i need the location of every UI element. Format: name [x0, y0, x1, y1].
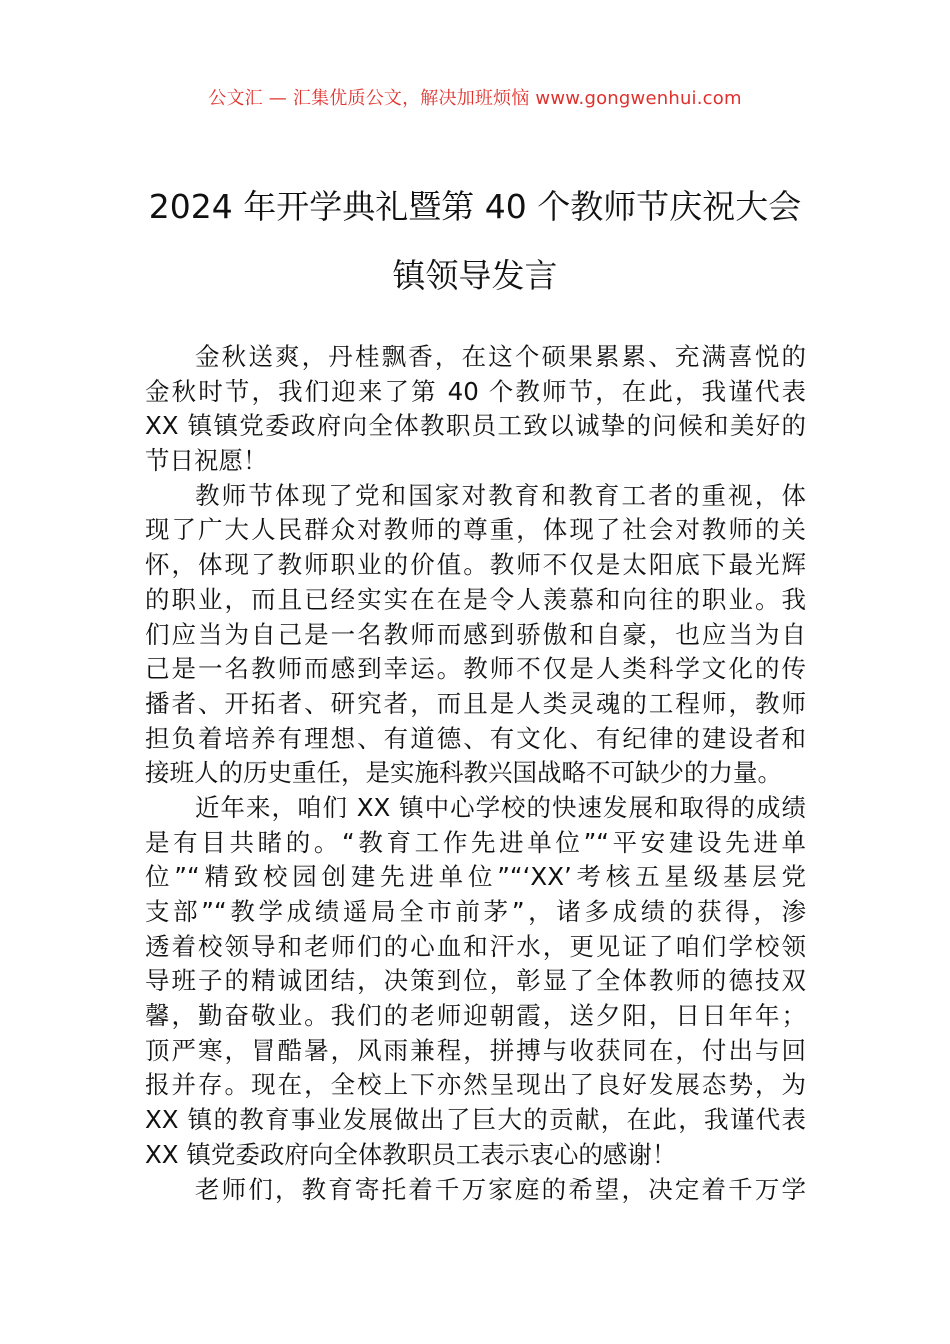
text-line: 支部”“教学成绩遥局全市前茅”，诸多成绩的获得，渗: [145, 897, 806, 926]
text-line: 怀，体现了教师职业的价值。教师不仅是太阳底下最光辉: [145, 550, 806, 580]
document-subtitle: 镇领导发言: [392, 256, 558, 295]
text-line: 馨，勤奋敬业。我们的老师迎朝霞，送夕阳，日日年年；: [145, 1001, 806, 1031]
text-line: 报并存。现在，全校上下亦然呈现出了良好发展态势，为: [145, 1070, 806, 1100]
text-line: 己是一名教师而感到幸运。教师不仅是人类科学文化的传: [145, 654, 806, 684]
paragraph: [145, 791, 806, 1173]
document-body: [145, 340, 806, 1207]
text-line: 的职业，而且已经实实在在是令人羡慕和向往的职业。我: [145, 584, 806, 614]
paragraph: [145, 340, 806, 479]
text-line: 顶严寒，冒酷暑，风雨兼程，拼搏与收获同在，付出与回: [145, 1035, 806, 1065]
text-line: 是有目共睹的。“教育工作先进单位”“平安建设先进单: [145, 827, 806, 857]
text-line: 金秋时节，我们迎来了第 40 个教师节，在此，我谨代表: [145, 376, 806, 406]
text-line: 金秋送爽，丹桂飘香，在这个硕果累累、充满喜悦的: [195, 342, 806, 371]
text-line: 位”“精致校园创建先进单位”“‘XX’考核五星级基层党: [145, 862, 806, 892]
text-line: 老师们，教育寄托着千万家庭的希望，决定着千万学: [195, 1174, 806, 1204]
text-line: 导班子的精诚团结，决策到位，彰显了全体教师的德技双: [145, 966, 806, 996]
text-line: 们应当为自己是一名教师而感到骄傲和自豪，也应当为自: [145, 619, 806, 649]
paragraph: [145, 479, 806, 791]
paragraph: [145, 1173, 806, 1208]
text-line: 播者、开拓者、研究者，而且是人类灵魂的工程师，教师: [145, 688, 806, 718]
text-line: 节日祝愿！: [145, 446, 268, 476]
text-line: 接班人的历史重任，是实施科教兴国战略不可缺少的力量。: [145, 758, 782, 788]
header-banner: 公文汇 — 汇集优质公文，解决加班烦恼 www.gongwenhui.com: [208, 88, 742, 109]
text-line: 现了广大人民群众对教师的尊重，体现了社会对教师的关: [145, 515, 806, 545]
document-title: 2024 年开学典礼暨第 40 个教师节庆祝大会: [148, 187, 802, 226]
text-line: XX 镇党委政府向全体教职员工表示衷心的感谢！: [145, 1139, 677, 1169]
text-line: 近年来，咱们 XX 镇中心学校的快速发展和取得的成绩: [195, 792, 806, 822]
text-line: XX 镇镇党委政府向全体教职员工致以诚挚的问候和美好的: [145, 411, 806, 441]
text-line: 透着校领导和老师们的心血和汗水，更见证了咱们学校领: [145, 931, 806, 961]
text-line: 担负着培养有理想、有道德、有文化、有纪律的建设者和: [145, 723, 806, 753]
text-line: XX 镇的教育事业发展做出了巨大的贡献，在此，我谨代表: [145, 1105, 806, 1135]
text-line: 教师节体现了党和国家对教育和教育工者的重视，体: [195, 480, 806, 510]
